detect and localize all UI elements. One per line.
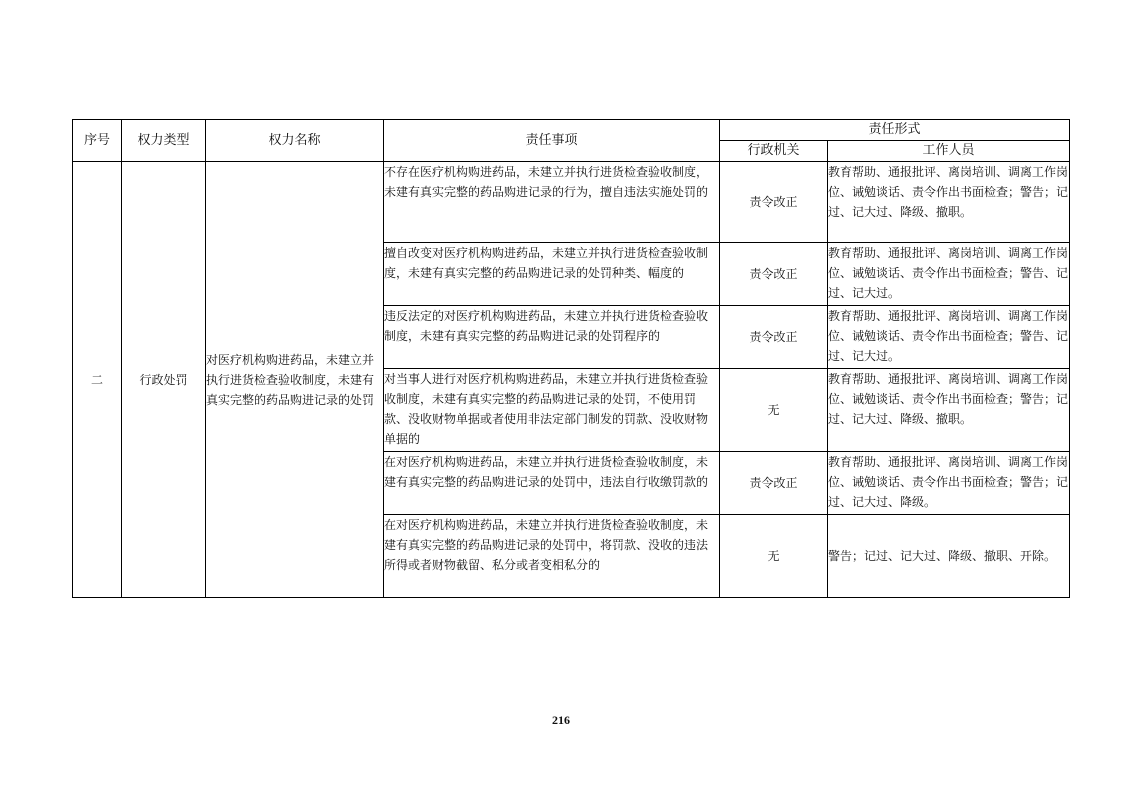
- page-number: 216: [552, 713, 570, 727]
- power-name-cell: 对医疗机构购进药品，未建立并执行进货检查验收制度，未建有真实完整的药品购进记录的处罚: [206, 162, 384, 598]
- header-row: [73, 120, 1070, 141]
- seq-cell: 二: [73, 162, 122, 598]
- header-responsibility: 责任事项: [384, 120, 720, 162]
- power-type-cell: 行政处罚: [122, 162, 206, 598]
- matter-cell: 在对医疗机构购进药品，未建立并执行进货检查验收制度，未建有真实完整的药品购进记录的处罚中，违法自行收缴罚款的: [384, 452, 720, 515]
- agency-cell: 责令改正: [720, 452, 828, 515]
- staff-cell: 警告；记过、记大过、降级、撤职、开除。: [828, 515, 1070, 598]
- responsibility-table: [72, 119, 1070, 598]
- staff-cell: 教育帮助、通报批评、离岗培训、调离工作岗位、诫勉谈话、责令作出书面检查；警告；记过、记大过、降级、撤职。: [828, 162, 1070, 243]
- agency-cell: 责令改正: [720, 243, 828, 306]
- matter-cell: 对当事人进行对医疗机构购进药品，未建立并执行进货检查验收制度，未建有真实完整的药品购进记录的处罚，不使用罚款、没收财物单据或者使用非法定部门制发的罚款、没收财物单据的: [384, 369, 720, 452]
- header-power-type: 权力类型: [122, 120, 206, 162]
- table-row: [73, 162, 1070, 243]
- header-form: 责任形式: [720, 120, 1070, 141]
- header-staff: 工作人员: [828, 141, 1070, 162]
- agency-cell: 责令改正: [720, 162, 828, 243]
- agency-cell: 无: [720, 369, 828, 452]
- matter-cell: 不存在医疗机构购进药品，未建立并执行进货检查验收制度，未建有真实完整的药品购进记录的行为，擅自违法实施处罚的: [384, 162, 720, 243]
- matter-cell: 擅自改变对医疗机构购进药品，未建立并执行进货检查验收制度，未建有真实完整的药品购进记录的处罚种类、幅度的: [384, 243, 720, 306]
- agency-cell: 无: [720, 515, 828, 598]
- matter-cell: 违反法定的对医疗机构购进药品，未建立并执行进货检查验收制度，未建有真实完整的药品购进记录的处罚程序的: [384, 306, 720, 369]
- header-agency: 行政机关: [720, 141, 828, 162]
- header-seq: 序号: [73, 120, 122, 162]
- staff-cell: 教育帮助、通报批评、离岗培训、调离工作岗位、诫勉谈话、责令作出书面检查；警告、记过、记大过。: [828, 243, 1070, 306]
- agency-cell: 责令改正: [720, 306, 828, 369]
- matter-cell: 在对医疗机构购进药品，未建立并执行进货检查验收制度，未建有真实完整的药品购进记录的处罚中，将罚款、没收的违法所得或者财物截留、私分或者变相私分的: [384, 515, 720, 598]
- header-power-name: 权力名称: [206, 120, 384, 162]
- staff-cell: 教育帮助、通报批评、离岗培训、调离工作岗位、诫勉谈话、责令作出书面检查；警告；记过、记大过、降级、撤职。: [828, 369, 1070, 452]
- staff-cell: 教育帮助、通报批评、离岗培训、调离工作岗位、诫勉谈话、责令作出书面检查；警告、记过、记大过。: [828, 306, 1070, 369]
- staff-cell: 教育帮助、通报批评、离岗培训、调离工作岗位、诫勉谈话、责令作出书面检查；警告；记过、记大过、降级。: [828, 452, 1070, 515]
